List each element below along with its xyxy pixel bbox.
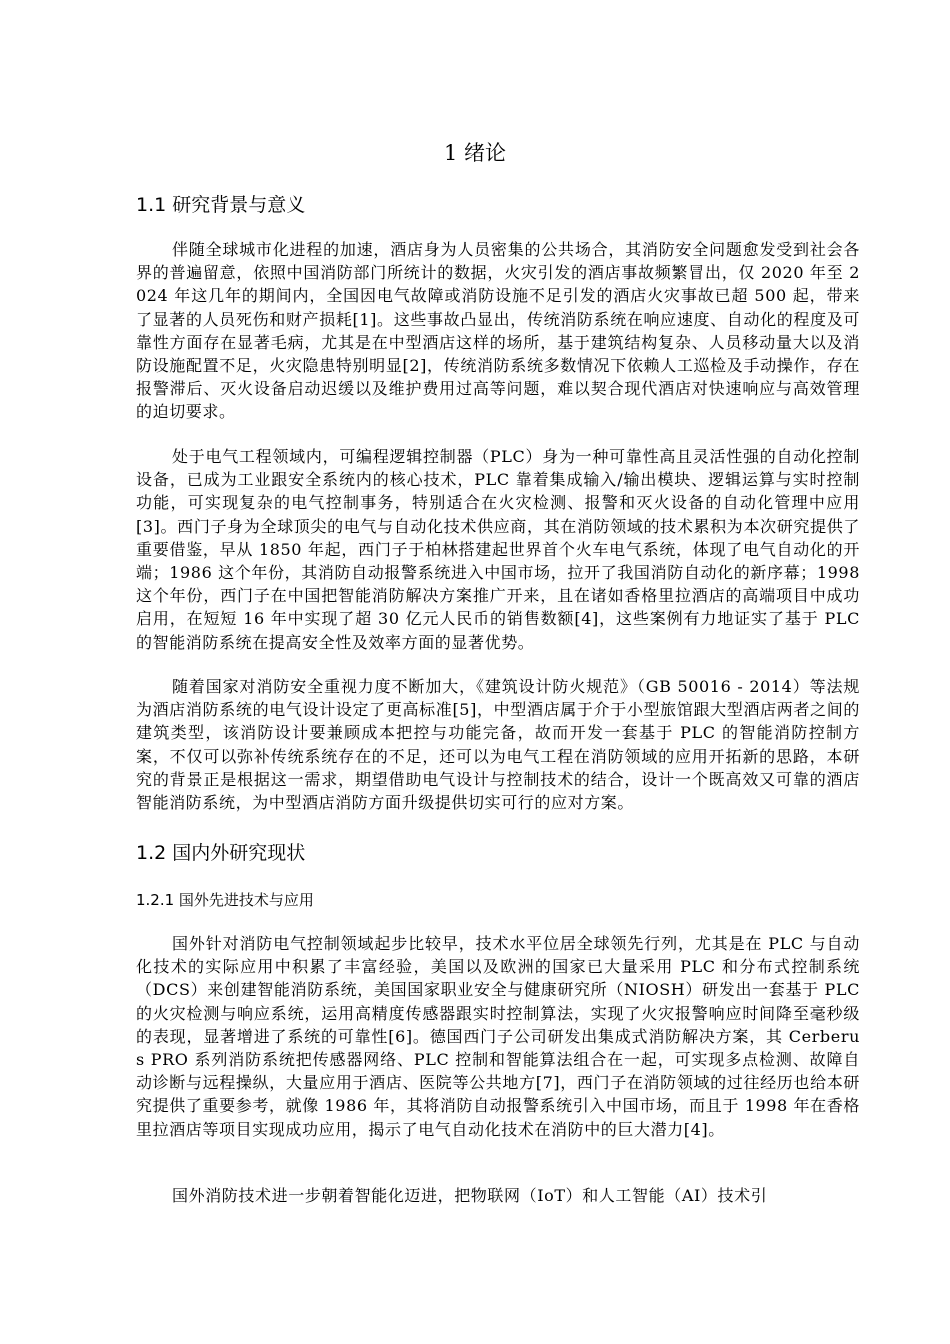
section-heading-1-2: 1.2 国内外研究现状 bbox=[136, 842, 306, 864]
chapter-title: 1 绪论 bbox=[443, 141, 507, 165]
paragraph-background-2: 处于电气工程领域内，可编程逻辑控制器（PLC）身为一种可靠性高且灵活性强的自动化控制设备，已成为工业跟安全系统内的核心技术，PLC 靠着集成输入/输出模块、逻辑运算与实时控制功能，可实现复杂的电气控制事务，特别适合在火灾检测、报警和灭火设备的自动化管理中应用[3]。西门子身为全球顶尖的电气与自动化技术供应商，其在消防领域的技术累积为本次研究提供了重要借鉴，早从 1850 年起，西门子于柏林搭建起世界首个火车电气系统，体现了电气自动化的开端；1986 这个年份，其消防自动报警系统进入中国市场，拉开了我国消防自动化的新序幕；1998 这个年份，西门子在中国把智能消防解决方案推广开来，且在诸如香格里拉酒店的高端项目中成功启用，在短短 16 年中实现了超 30 亿元人民币的销售数额[4]，这些案例有力地证实了基于 PLC 的智能消防系统在提高安全性及效率方面的显著优势。 bbox=[136, 447, 860, 652]
section-heading-1-1: 1.1 研究背景与意义 bbox=[136, 194, 306, 216]
subsection-heading-1-2-1: 1.2.1 国外先进技术与应用 bbox=[136, 891, 314, 909]
paragraph-foreign-1: 国外针对消防电气控制领域起步比较早，技术水平位居全球领先行列，尤其是在 PLC 与自动化技术的实际应用中积累了丰富经验，美国以及欧洲的国家已大量采用 PLC 和分布式控制系统（DCS）来创建智能消防系统，美国国家职业安全与健康研究所（NIOSH）研发出一套基于 PLC 的火灾检测与响应系统，运用高精度传感器跟实时控制算法，实现了火灾报警响应时间降至毫秒级的表现，显著增进了系统的可靠性[6]。德国西门子公司研发出集成式消防解决方案，其 Cerberus PRO 系列消防系统把传感器网络、PLC 控制和智能算法组合在一起，可实现多点检测、故障自动诊断与远程操纵，大量应用于酒店、医院等公共地方[7]，西门子在消防领域的过往经历也给本研究提供了重要参考，就像 1986 年，其将消防自动报警系统引入中国市场，而且于 1998 年在香格里拉酒店等项目实现成功应用，揭示了电气自动化技术在消防中的巨大潜力[4]。 bbox=[136, 934, 860, 1139]
paragraph-background-3: 随着国家对消防安全重视力度不断加大，《建筑设计防火规范》（GB 50016 - 2014）等法规为酒店消防系统的电气设计设定了更高标准[5]，中型酒店属于介于小型旅馆跟大型酒店两者之间的建筑类型，该消防设计要兼顾成本把控与功能完备，故而开发一套基于 PLC 的智能消防控制方案，不仅可以弥补传统系统存在的不足，还可以为电气工程在消防领域的应用开拓新的思路，本研究的背景正是根据这一需求，期望借助电气设计与控制技术的结合，设计一个既高效又可靠的酒店智能消防系统，为中型酒店消防方面升级提供切实可行的应对方案。 bbox=[136, 677, 860, 813]
paragraph-foreign-2: 国外消防技术进一步朝着智能化迈进，把物联网（IoT）和人工智能（AI）技术引 bbox=[172, 1186, 768, 1205]
paragraph-background-1: 伴随全球城市化进程的加速，酒店身为人员密集的公共场合，其消防安全问题愈发受到社会各界的普遍留意，依照中国消防部门所统计的数据，火灾引发的酒店事故频繁冒出，仅 2020 年至 2024 年这几年的期间内，全国因电气故障或消防设施不足引发的酒店火灾事故已超 500 起，带来了显著的人员死伤和财产损耗[1]。这些事故凸显出，传统消防系统在响应速度、自动化的程度及可靠性方面存在显著毛病，尤其是在中型酒店这样的场所，基于建筑结构复杂、人员移动量大以及消防设施配置不足，火灾隐患特别明显[2]，传统消防系统多数情况下依赖人工巡检及手动操作，存在报警滞后、灭火设备启动迟缓以及维护费用过高等问题，难以契合现代酒店对快速响应与高效管理的迫切要求。 bbox=[136, 240, 860, 422]
